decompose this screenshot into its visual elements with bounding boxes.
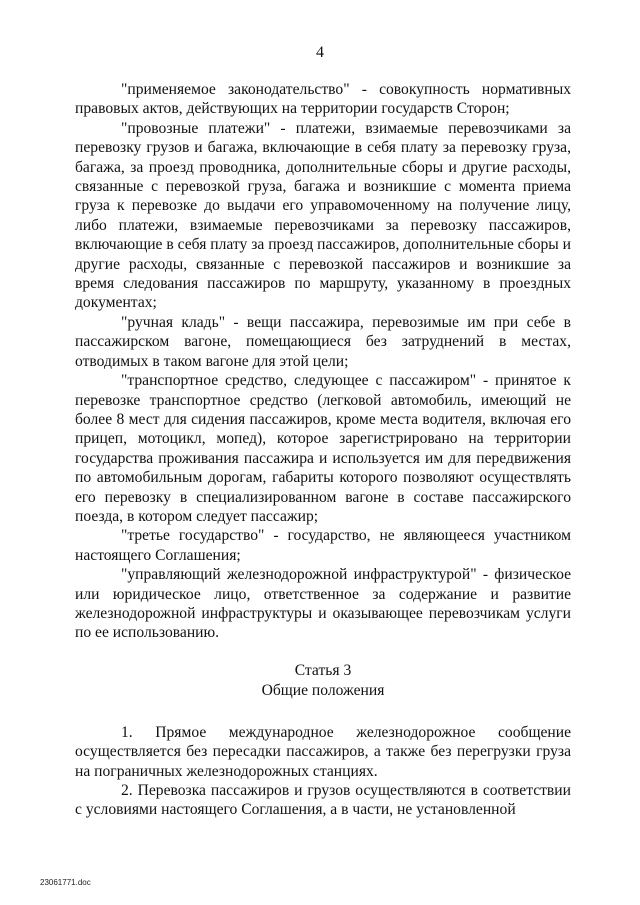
definition-paragraph: "транспортное средство, следующее с пассажиром" - принятое к перевозке транспортное средство (легковой автомобиль, имеющий не более 8 мест для сидения пассажиров, кроме места водителя, включая его прицеп, мотоцикл, мопед), которое зарегистрировано на территории государства проживания пассажира и используется им для передвижения по автомобильным дорогам, габариты которого позволяют осуществлять его перевозку в специализированном вагоне в составе пассажирского поезда, в котором следует пассажир; [75, 372, 571, 525]
file-name-footer: 23061771.doc [40, 878, 91, 887]
article-paragraph: 1. Прямое международное железнодорожное сообщение осуществляется без пересадки пассажиров, а также без перегрузки груза на пограничных железнодорожных станциях. [75, 723, 571, 780]
page-number: 4 [316, 44, 324, 61]
definition-paragraph: "ручная кладь" - вещи пассажира, перевозимые им при себе в пассажирском вагоне, помещающиеся без затруднений в местах, отводимых в таком вагоне для этой цели; [75, 313, 571, 370]
article-heading [75, 661, 571, 701]
definition-paragraph: "управляющий железнодорожной инфраструктурой" - физическое или юридическое лицо, ответственное за содержание и развитие железнодорожной инфраструктуры и оказывающее перевозчикам услуги по ее использованию. [75, 566, 571, 642]
article-number: Статья 3 [294, 661, 352, 679]
definition-paragraph: "провозные платежи" - платежи, взимаемые перевозчиками за перевозку грузов и багажа, включающие в себя плату за перевозку груза, багажа, за проезд проводника, дополнительные сборы и другие расходы, связанные с перевозкой груза, багажа и возникшие с момента приема груза к перевозке до выдачи его управомоченному на получение лицу, либо платежи, взимаемые перевозчиками за перевозку пассажиров, включающие в себя плату за проезд пассажиров, дополнительные сборы и другие расходы, связанные с перевозкой пассажиров и возникшие за время следования пассажиров по маршруту, указанному в проездных документах; [75, 119, 572, 312]
definition-paragraph: "третье государство" - государство, не являющееся участником настоящего Соглашения; [75, 527, 571, 564]
article-paragraph: 2. Перевозка пассажиров и грузов осуществляются в соответствии с условиями настоящего Соглашения, а в части, не установленной [75, 782, 571, 819]
article-title: Общие положения [261, 681, 385, 699]
document-body [75, 80, 571, 820]
definition-paragraph: "применяемое законодательство" - совокупность нормативных правовых актов, действующих на территории государств Сторон; [75, 81, 571, 118]
